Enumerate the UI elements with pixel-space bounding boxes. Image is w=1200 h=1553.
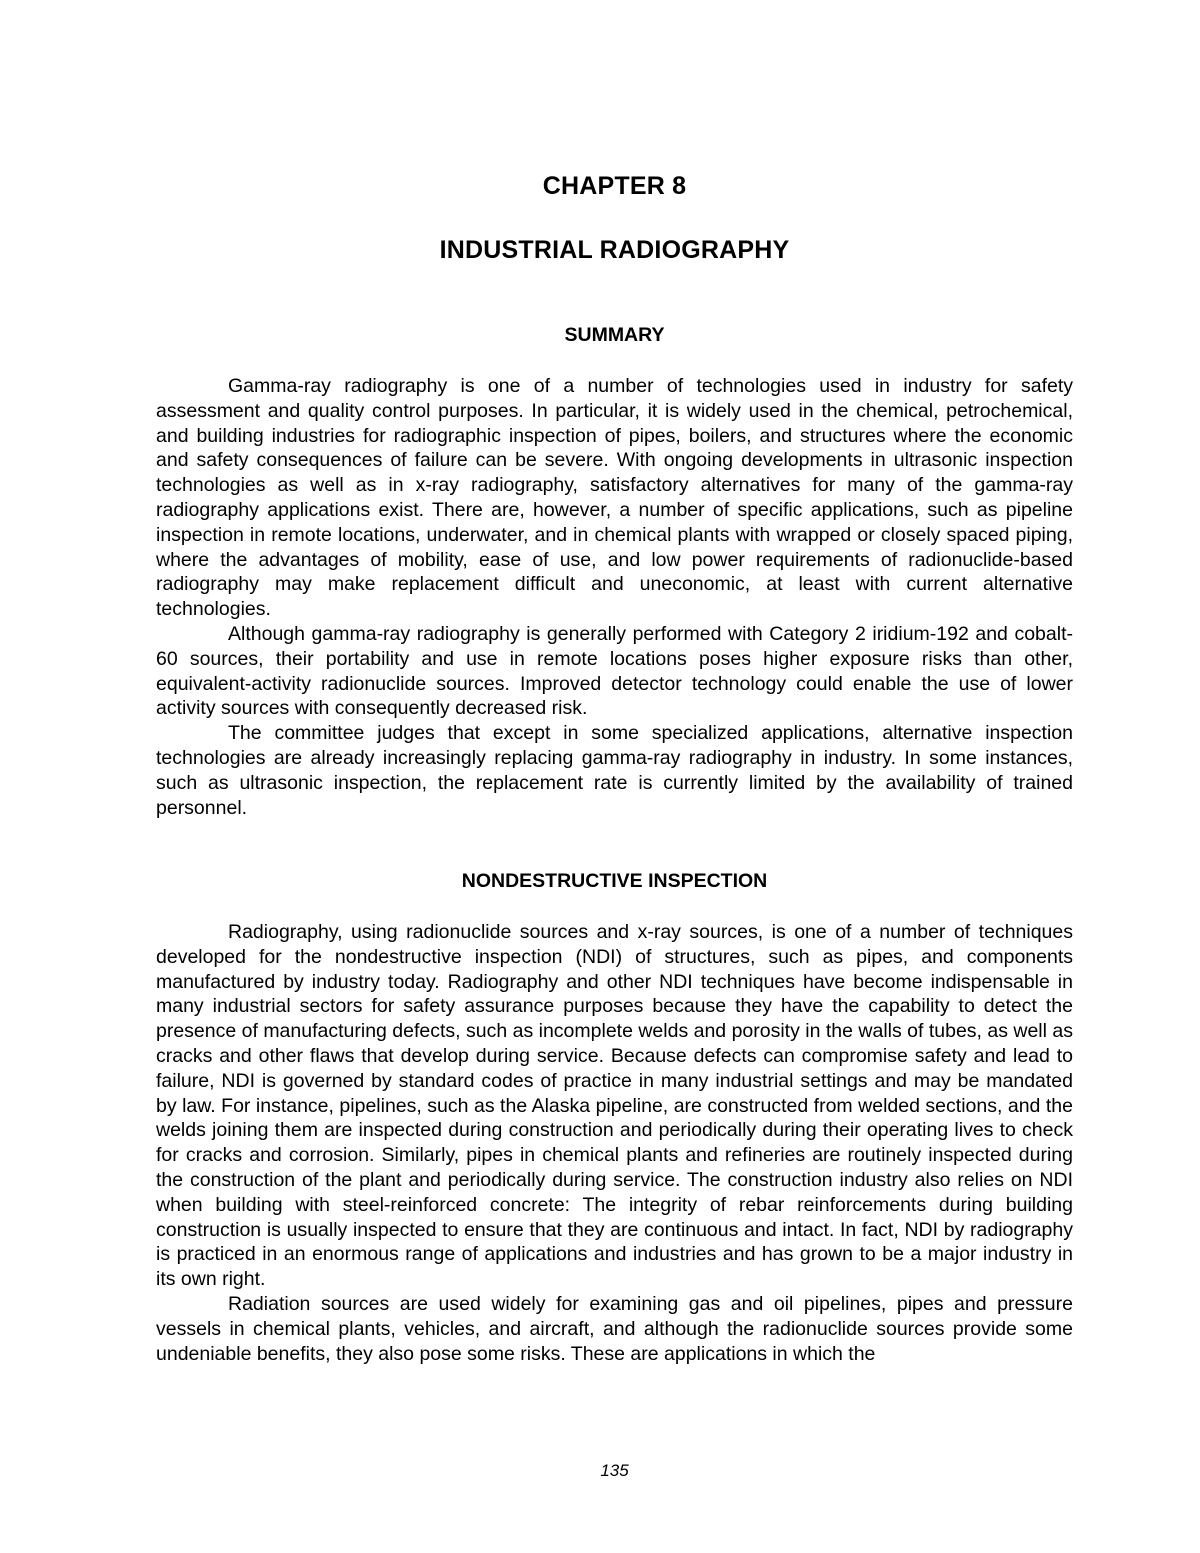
- chapter-label: CHAPTER 8: [542, 172, 687, 200]
- chapter-title: INDUSTRIAL RADIOGRAPHY: [439, 236, 790, 264]
- summary-paragraph-1: Gamma-ray radiography is one of a number of technologies used in industry for safety assessment and quality control purposes. In particular, it is widely used in the chemical, petrochemical, and building industries for radiographic inspection of pipes, boilers, and structures where the economic and safety consequences of failure can be severe. With ongoing developments in ultrasonic inspection technologies as well as in x-ray radiography, satisfactory alternatives for many of the gamma-ray radiography applications exist. There are, however, a number of specific applications, such as pipeline inspection in remote locations, underwater, and in chemical plants with wrapped or closely spaced piping, where the advantages of mobility, ease of use, and low power requirements of radionuclide-based radiography may make replacement difficult and uneconomic, at least with current alternative technologies.: [156, 375, 1073, 621]
- summary-heading: SUMMARY: [564, 324, 665, 346]
- ndi-paragraph-2: Radiation sources are used widely for examining gas and oil pipelines, pipes and pressure vessels in chemical plants, vehicles, and aircraft, and although the radionuclide sources provide some undeniable benefits, they also pose some risks. These are applications in which the: [156, 1292, 1073, 1365]
- ndi-heading: NONDESTRUCTIVE INSPECTION: [461, 870, 768, 892]
- summary-section: [156, 324, 1073, 820]
- ndi-paragraph-1: Radiography, using radionuclide sources and x-ray sources, is one of a number of techniques developed for the nondestructive inspection (NDI) of structures, such as pipes, and components manufactured by industry today. Radiography and other NDI techniques have become indispensable in many industrial sectors for safety assurance purposes because they have the capability to detect the presence of manufacturing defects, such as incomplete welds and porosity in the walls of tubes, as well as cracks and other flaws that develop during service. Because defects can compromise safety and lead to failure, NDI is governed by standard codes of practice in many industrial settings and may be mandated by law. For instance, pipelines, such as the Alaska pipeline, are constructed from welded sections, and the welds joining them are inspected during construction and periodically during their operating lives to check for cracks and corrosion. Similarly, pipes in chemical plants and refineries are routinely inspected during the construction of the plant and periodically during service. The construction industry also relies on NDI when building with steel-reinforced concrete: The integrity of rebar reinforcements during building construction is usually inspected to ensure that they are continuous and intact. In fact, NDI by radiography is practiced in an enormous range of applications and industries and has grown to be a major industry in its own right.: [156, 921, 1073, 1291]
- document-page: [156, 0, 1073, 1553]
- summary-paragraph-3: The committee judges that except in some specialized applications, alternative inspection technologies are already increasingly replacing gamma-ray radiography in industry. In some instances, such as ultrasonic inspection, the replacement rate is currently limited by the availability of trained personnel.: [156, 722, 1073, 819]
- summary-paragraph-2: Although gamma-ray radiography is generally performed with Category 2 iridium-192 and cobalt-60 sources, their portability and use in remote locations poses higher exposure risks than other, equivalent-activity radionuclide sources. Improved detector technology could enable the use of lower activity sources with consequently decreased risk.: [156, 622, 1073, 720]
- page-number: 135: [600, 1461, 629, 1480]
- nondestructive-inspection-section: [156, 870, 1073, 1366]
